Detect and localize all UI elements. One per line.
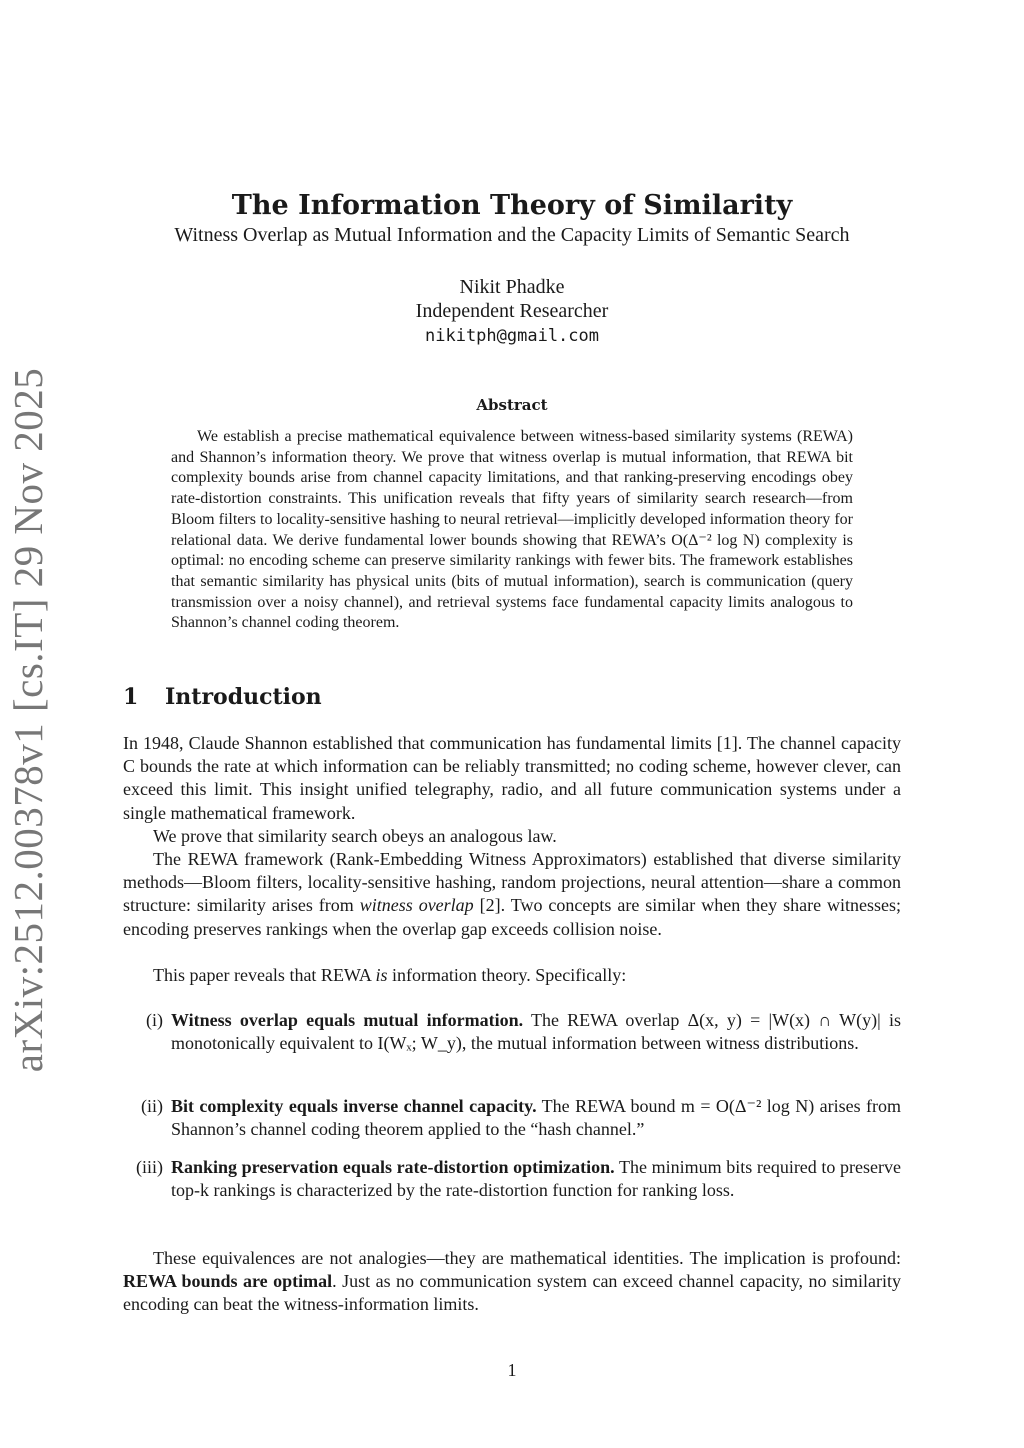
p4-text-b: information theory. Specifically: bbox=[387, 965, 627, 985]
list-item-text: The minimum bits required to preserve top-k rankings is characterized by the rate-distortion function for ranking loss. bbox=[171, 1157, 902, 1201]
list-item-label: (i) bbox=[146, 1010, 163, 1030]
list-item-text: The REWA bound m = O(Δ⁻² log N) arises from Shannon’s channel coding theorem applied to the “hash channel.” bbox=[171, 1096, 902, 1140]
section-number: 1 bbox=[123, 684, 139, 710]
section-title: Introduction bbox=[165, 684, 322, 710]
list-item-label: (ii) bbox=[141, 1096, 163, 1116]
paper-title: The Information Theory of Similarity bbox=[231, 190, 793, 221]
list-item-text: The REWA overlap Δ(x, y) = |W(x) ∩ W(y)| is monotonically equivalent to I(Wₓ; W_y), the mutual information between witness distributions. bbox=[171, 1010, 901, 1054]
section-heading bbox=[123, 684, 322, 710]
intro-paragraph-4 bbox=[123, 964, 901, 987]
p3-emphasis: witness overlap bbox=[359, 895, 474, 916]
p4-text-a: This paper reveals that REWA bbox=[153, 965, 376, 985]
intro-paragraph-2: We prove that similarity search obeys an analogous law. bbox=[153, 826, 557, 846]
intro-paragraph-3 bbox=[123, 848, 901, 941]
page-number: 1 bbox=[507, 1360, 517, 1380]
list-item-label: (iii) bbox=[136, 1157, 163, 1177]
p5-text-a: These equivalences are not analogies—they are mathematical identities. The implication is profound: bbox=[153, 1248, 901, 1268]
abstract-heading: Abstract bbox=[476, 396, 548, 414]
p5-text-b: . Just as no communication system can exceed channel capacity, no similarity encoding can beat the witness-information limits. bbox=[123, 1271, 902, 1315]
p3-text-b: [2]. Two concepts are similar when they share witnesses; encoding preserves rankings when the overlap gap exceeds collision noise. bbox=[123, 895, 901, 939]
paper-subtitle: Witness Overlap as Mutual Information and the Capacity Limits of Semantic Search bbox=[174, 224, 850, 246]
intro-paragraph-5 bbox=[123, 1247, 901, 1317]
author-name: Nikit Phadke bbox=[459, 276, 565, 298]
author-affiliation: Independent Researcher bbox=[415, 300, 609, 322]
arxiv-id-text: arXiv:2512.00378v1 [cs.IT] 29 Nov 2025 bbox=[5, 367, 51, 1073]
list-item-bold: Witness overlap equals mutual information. bbox=[171, 1010, 524, 1030]
abstract-text: We establish a precise mathematical equivalence between witness-based similarity systems (REWA) and Shannon’s information theory. We prove that witness overlap is mutual information, that REWA bit complexity bounds arise from channel capacity limitations, and that ranking-preserving encodings obey rate-distortion constraints. This unification reveals that fifty years of similarity search research—from Bloom filters to locality-sensitive hashing to neural retrieval—implicitly developed information theory for relational data. We derive fundamental lower bounds showing that REWA’s O(Δ⁻² log N) complexity is optimal: no encoding scheme can preserve similarity rankings with fewer bits. The framework establishes that semantic similarity has physical units (bits of mutual information), search is communication (query transmission over a noisy channel), and retrieval systems face fundamental capacity limits analogous to Shannon’s channel coding theorem. bbox=[171, 428, 854, 632]
list-item bbox=[141, 1095, 902, 1141]
list-item-bold: Ranking preservation equals rate-distortion optimization. bbox=[171, 1157, 615, 1177]
p3-text-a: The REWA framework (Rank-Embedding Witness Approximators) established that diverse similarity methods—Bloom filters, locality-sensitive hashing, random projections, neural attention—share a common structure: similarity arises from bbox=[123, 849, 901, 916]
p5-bold: REWA bounds are optimal bbox=[123, 1271, 333, 1292]
list-item-bold: Bit complexity equals inverse channel capacity. bbox=[171, 1096, 537, 1116]
p4-emphasis: is bbox=[375, 965, 388, 985]
intro-paragraph-1: In 1948, Claude Shannon established that communication has fundamental limits [1]. The channel capacity C bounds the rate at which information can be reliably transmitted; no coding scheme, however clever, can exceed this limit. This insight unified telegraphy, radio, and all future communication systems under a single mathematical framework. bbox=[123, 733, 901, 823]
author-email: nikitph@gmail.com bbox=[425, 326, 599, 346]
list-item bbox=[136, 1156, 902, 1202]
list-item bbox=[146, 1009, 901, 1055]
